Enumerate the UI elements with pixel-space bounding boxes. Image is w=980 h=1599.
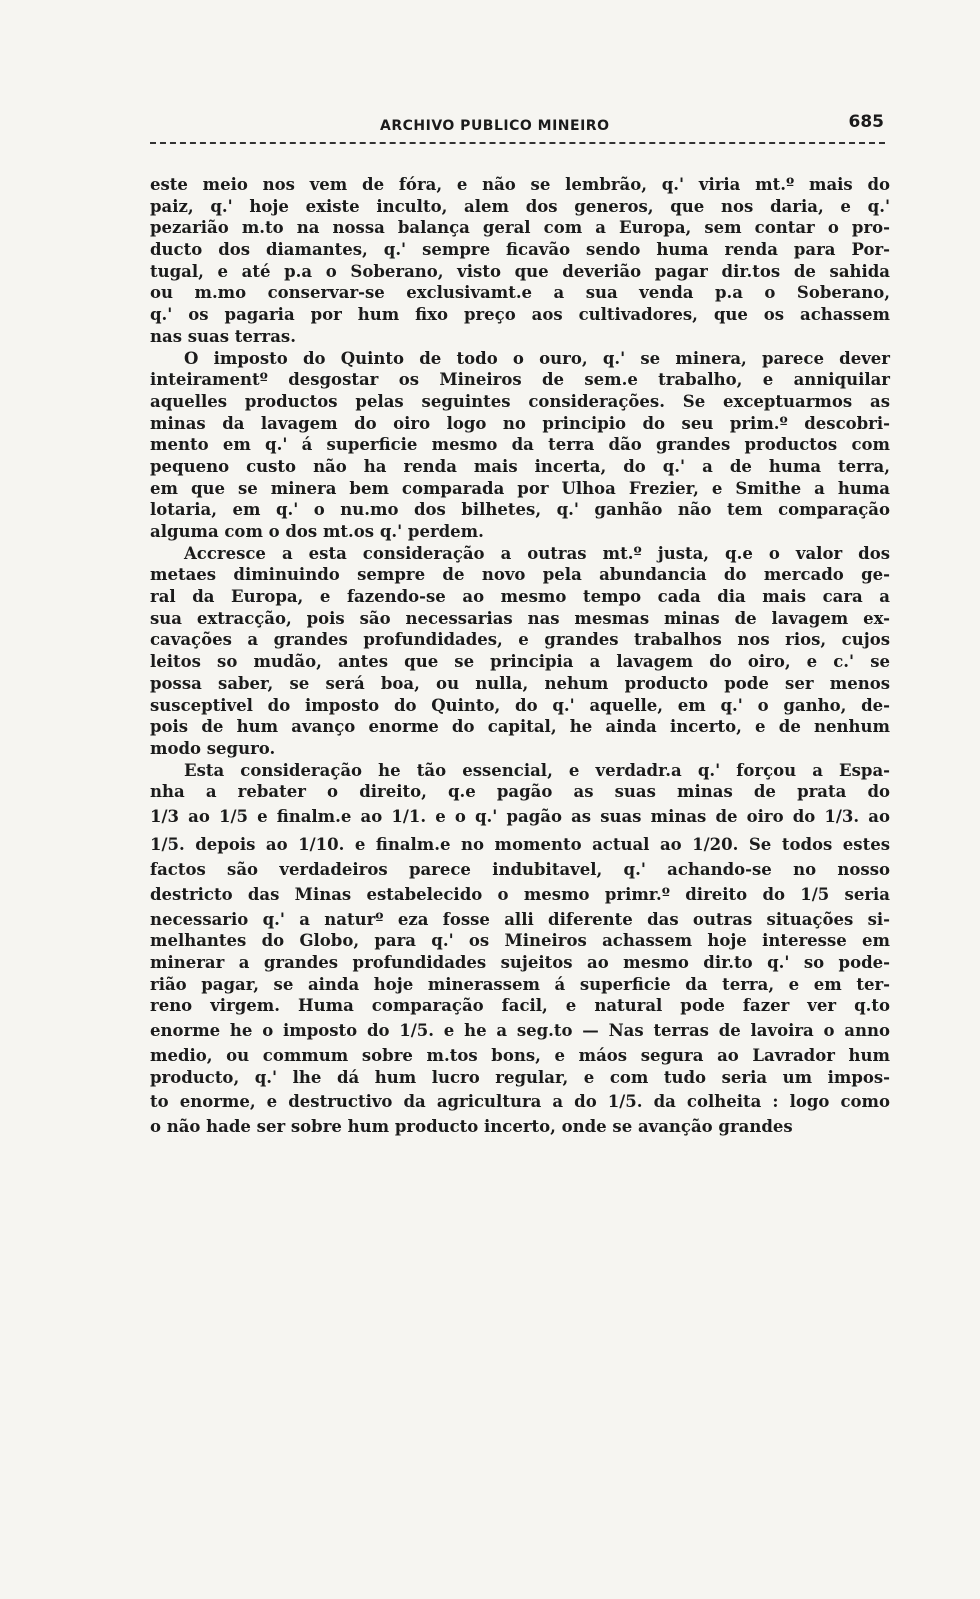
paragraph <box>150 348 890 543</box>
text-line: minas da lavagem do oiro logo no principio do seu prim.º descobri- <box>150 413 890 433</box>
page-number: 685 <box>848 112 884 132</box>
text-line: alguma com o dos mt.os q.' perdem. <box>150 522 484 541</box>
text-line: Esta consideração he tão essencial, e verdadr.a q.' forçou a Espa- <box>184 760 890 780</box>
text-line: ou m.mo conservar-se exclusivamt.e a sua venda p.a o Soberano, <box>150 283 890 303</box>
text-line: medio, ou commum sobre m.tos bons, e máos segura ao Lavrador hum <box>150 1046 890 1066</box>
text-line: susceptivel do imposto do Quinto, do q.' aquelle, em q.' o ganho, de- <box>150 695 890 715</box>
text-line: lotaria, em q.' o nu.mo dos bilhetes, q.' ganhão não tem comparação <box>150 500 890 520</box>
text-line: destricto das Minas estabelecido o mesmo primr.º direito do 1/5 seria <box>150 884 890 904</box>
text-line: leitos so mudão, antes que se principia a lavagem do oiro, e c.' se <box>150 652 890 672</box>
text-line: O imposto do Quinto de todo o ouro, q.' se minera, parece dever <box>184 348 890 368</box>
text-line: 1/3 ao 1/5 e finalm.e ao 1/1. e o q.' pagão as suas minas de oiro do 1/3. ao <box>150 806 890 826</box>
text-line: Accresce a esta consideração a outras mt.º justa, q.e o valor dos <box>184 543 890 563</box>
text-line: possa saber, se será boa, ou nulla, nehum producto pode ser menos <box>150 673 890 693</box>
running-title: ARCHIVO PUBLICO MINEIRO <box>380 118 610 134</box>
text-line: ducto dos diamantes, q.' sempre ficavão sendo huma renda para Por- <box>150 240 890 260</box>
text-line: este meio nos vem de fóra, e não se lembrão, q.' viria mt.º mais do <box>150 175 890 194</box>
text-line: mento em q.' á superficie mesmo da terra dão grandes productos com <box>150 435 890 455</box>
text-line: melhantes do Globo, para q.' os Mineiros achassem hoje interesse em <box>150 931 890 951</box>
text-line: aquelles productos pelas seguintes considerações. Se exceptuarmos as <box>150 391 890 411</box>
body-text <box>150 174 890 1138</box>
text-line: modo seguro. <box>150 738 276 758</box>
text-line: factos são verdadeiros parece indubitavel, q.' achando-se no nosso <box>150 859 890 879</box>
text-line: nha a rebater o direito, q.e pagão as suas minas de prata do <box>150 782 890 802</box>
text-line: pois de hum avanço enorme do capital, he ainda incerto, e de nenhum <box>150 717 890 737</box>
text-line: inteiramentº desgostar os Mineiros de sem.e trabalho, e anniquilar <box>150 370 890 390</box>
text-line: q.' os pagaria por hum fixo preço aos cultivadores, que os achassem <box>150 305 890 325</box>
text-line: 1/5. depois ao 1/10. e finalm.e no momento actual ao 1/20. Se todos estes <box>150 834 890 854</box>
text-line: nas suas terras. <box>150 326 296 346</box>
text-line: pezarião m.to na nossa balança geral com a Europa, sem contar o pro- <box>150 218 890 238</box>
text-line: cavações a grandes profundidades, e grandes trabalhos nos rios, cujos <box>150 630 890 650</box>
text-line: pequeno custo não ha renda mais incerta, do q.' a de huma terra, <box>150 456 890 476</box>
text-line: producto, q.' lhe dá hum lucro regular, e com tudo seria um impos- <box>150 1067 890 1087</box>
text-line: metaes diminuindo sempre de novo pela abundancia do mercado ge- <box>150 565 890 585</box>
header-rule <box>150 142 885 144</box>
text-line: o não hade ser sobre hum producto incerto, onde se avanção grandes <box>150 1117 793 1137</box>
text-line: rião pagar, se ainda hoje minerassem á superficie da terra, e em ter- <box>150 974 890 994</box>
text-line: to enorme, e destructivo da agricultura a do 1/5. da colheita : logo como <box>150 1092 890 1112</box>
paragraph <box>150 543 890 760</box>
text-line: enorme he o imposto do 1/5. e he a seg.to — Nas terras de lavoira o anno <box>150 1021 890 1041</box>
text-line: sua extracção, pois são necessarias nas mesmas minas de lavagem ex- <box>150 608 890 628</box>
page-header <box>150 112 890 142</box>
paragraph <box>150 760 890 1139</box>
text-line: necessario q.' a naturº eza fosse alli diferente das outras situações si- <box>150 909 890 929</box>
text-line: tugal, e até p.a o Soberano, visto que deverião pagar dir.tos de sahida <box>150 261 890 281</box>
text-line: paiz, q.' hoje existe inculto, alem dos generos, que nos daria, e q.' <box>150 196 890 216</box>
paragraph <box>150 174 890 348</box>
text-line: ral da Europa, e fazendo-se ao mesmo tempo cada dia mais cara a <box>150 587 890 607</box>
text-line: minerar a grandes profundidades sujeitos ao mesmo dir.to q.' so pode- <box>150 953 890 972</box>
text-line: reno virgem. Huma comparação facil, e natural pode fazer ver q.to <box>150 996 890 1016</box>
text-line: em que se minera bem comparada por Ulhoa Frezier, e Smithe a huma <box>150 478 890 498</box>
